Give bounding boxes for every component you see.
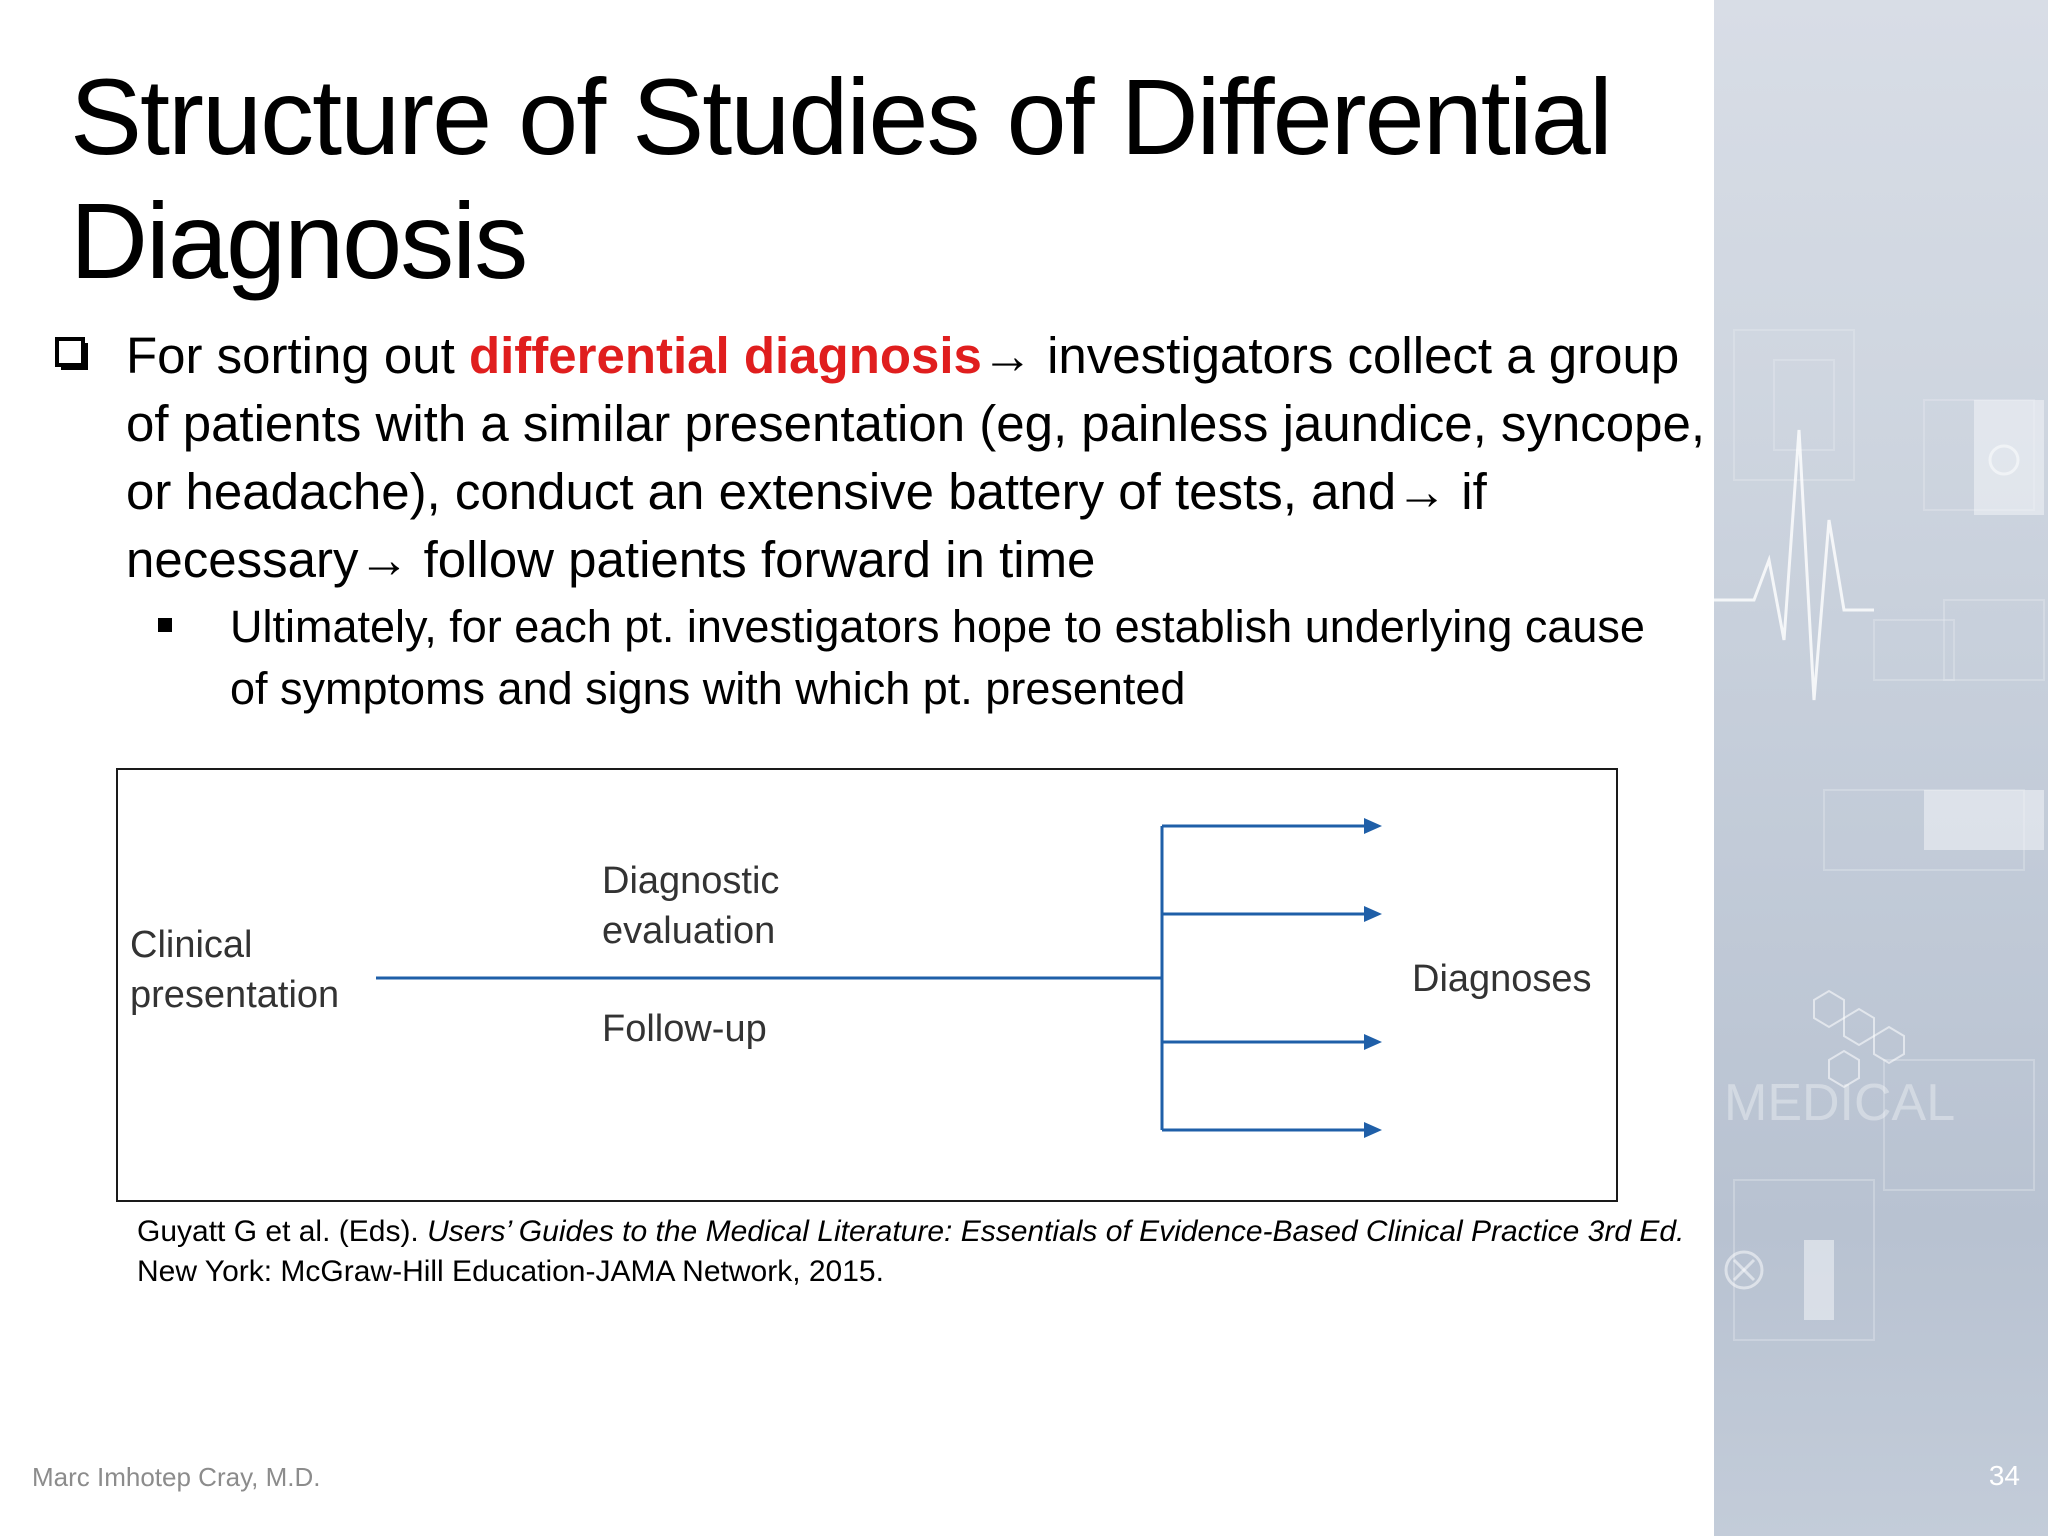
decorative-medical-panel: [1714, 0, 2048, 1536]
square-bullet-icon: [158, 618, 172, 632]
arrow-head-icon: [1364, 818, 1382, 834]
bullet-part1: investigators collect a group of patients with a similar presentation (eg, painless jaundice, syncope, or headache), conduct an extensive battery of tests, and: [126, 327, 1706, 520]
slide-title: Structure of Studies of Differential Diagnosis: [70, 56, 1611, 301]
diagnostic-label-line2: evaluation: [602, 910, 776, 952]
clinical-presentation-label: [130, 920, 339, 1020]
medical-background-graphic: [1714, 0, 2048, 1536]
clinical-label-line1: Clinical: [130, 924, 253, 966]
sub-bullet-text: Ultimately, for each pt. investigators hope to establish underlying cause of symptoms and signs with which pt. presented: [230, 601, 1645, 714]
arrow-head-icon: [1364, 906, 1382, 922]
arrow-head-icon: [1364, 1122, 1382, 1138]
differential-diagnosis-highlight: differential diagnosis: [468, 327, 982, 384]
citation-title: Users’ Guides to the Medical Literature: Essentials of Evidence-Based Clinical Practice 3rd Ed.: [427, 1215, 1685, 1248]
citation-authors: Guyatt G et al. (Eds).: [137, 1215, 428, 1248]
bullet-prefix: For sorting out: [126, 327, 469, 384]
differential-diagnosis-diagram: [116, 768, 1618, 1202]
diagnostic-label-line1: Diagnostic: [602, 860, 780, 902]
diagnoses-label: Diagnoses: [1412, 958, 1592, 1000]
diagnostic-evaluation-label: [602, 856, 779, 956]
citation: [137, 1212, 1697, 1292]
arrow-icon: →: [1396, 463, 1448, 520]
checkbox-icon: [54, 336, 90, 372]
svg-text:MEDICAL: MEDICAL: [1724, 1074, 1956, 1132]
main-bullet-text: [126, 322, 1726, 594]
diagram-flow-lines: [118, 770, 1620, 1204]
bullet-part2: if necessary: [126, 463, 1487, 588]
bullet-part3: follow patients forward in time: [409, 531, 1096, 588]
arrow-icon: →: [981, 327, 1033, 384]
footer-author: Marc Imhotep Cray, M.D.: [32, 1462, 321, 1492]
arrow-head-icon: [1364, 1034, 1382, 1050]
clinical-label-line2: presentation: [130, 974, 340, 1016]
arrow-icon: →: [358, 531, 410, 588]
slide-number: 34: [1988, 1460, 2020, 1491]
citation-publisher: New York: McGraw-Hill Education-JAMA Network, 2015.: [137, 1255, 884, 1288]
follow-up-label: Follow-up: [602, 1008, 767, 1050]
